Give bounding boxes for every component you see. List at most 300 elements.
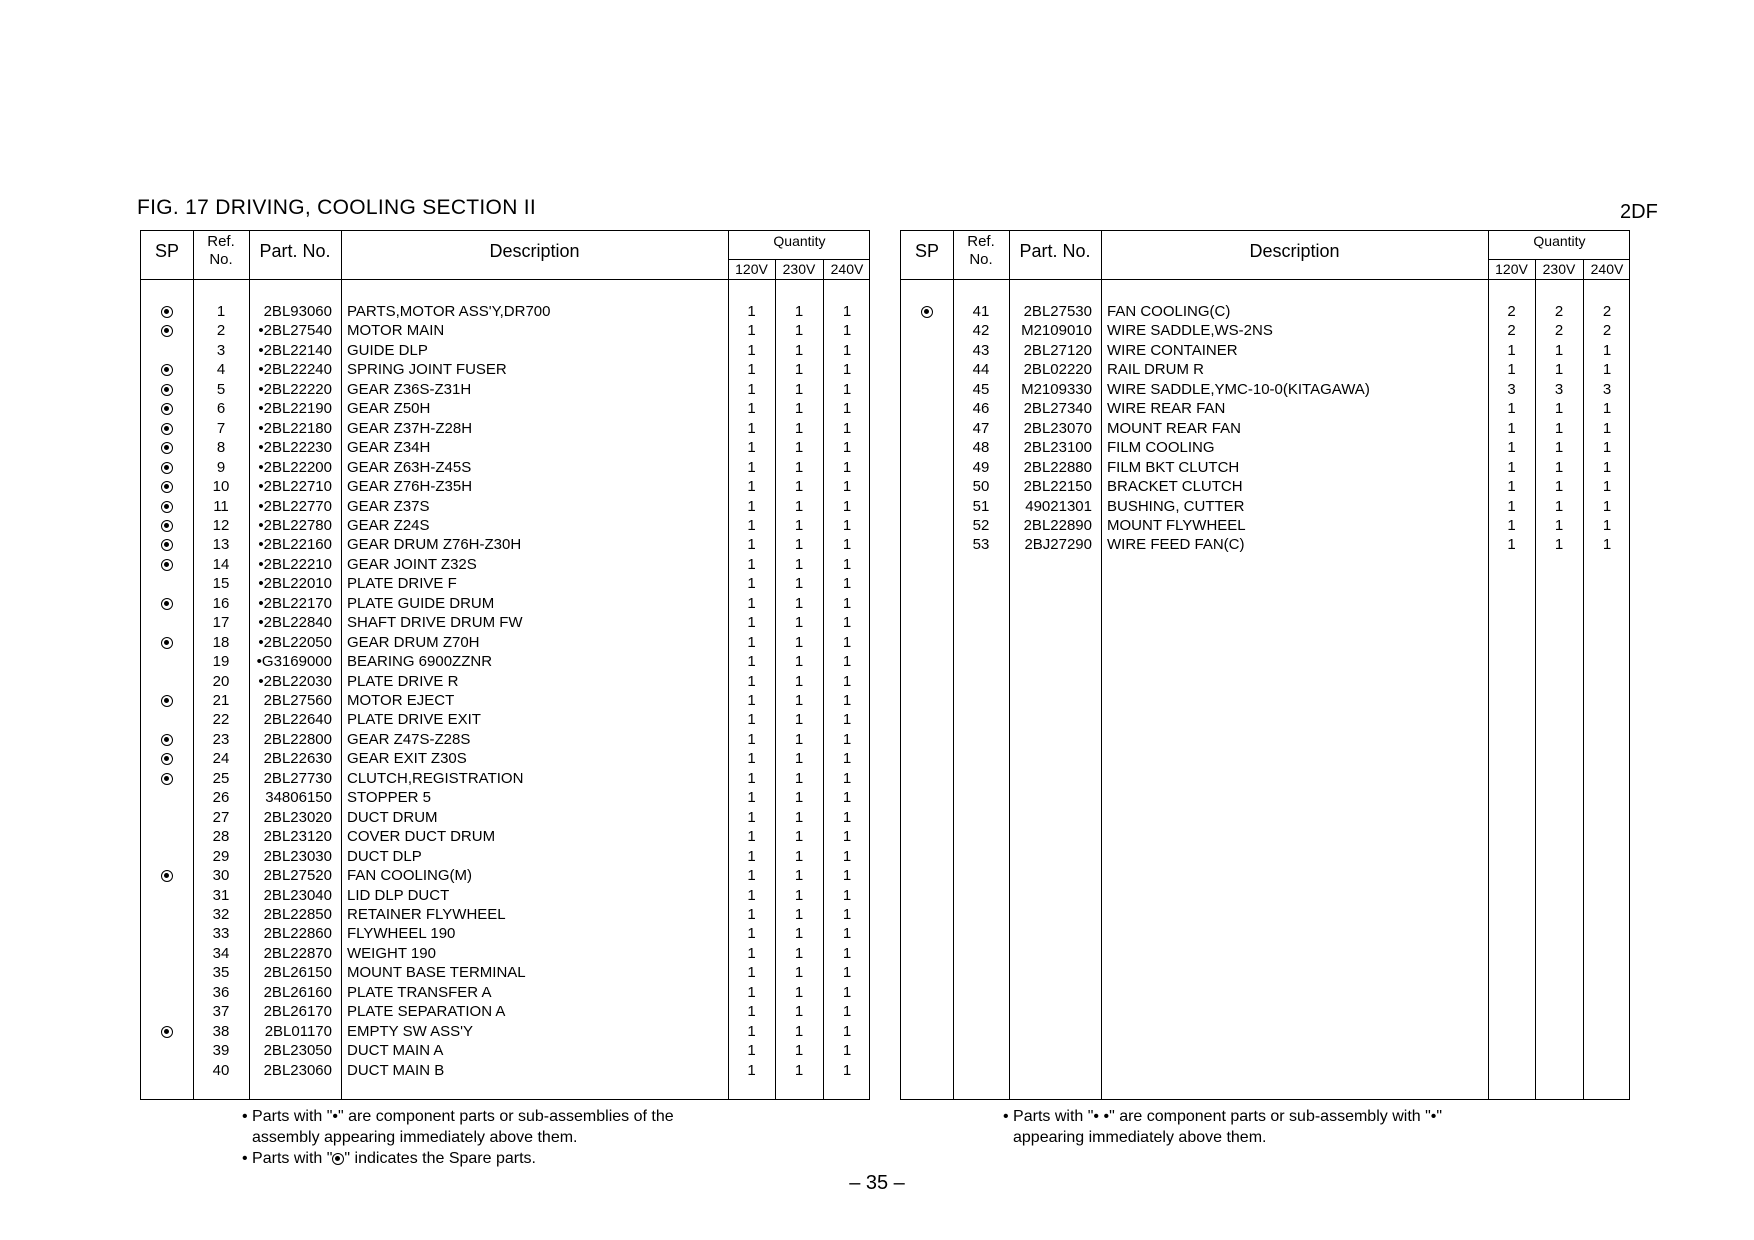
qty-120v-cell: 1 (747, 692, 756, 709)
description-cell: SHAFT DRIVE DRUM FW (347, 614, 523, 632)
description-cell: GEAR Z47S-Z28S (347, 730, 471, 748)
qty-230v-cell: 1 (794, 516, 804, 534)
qty-240v-cell: 1 (842, 905, 852, 923)
qty-120v-cell: 1 (747, 730, 756, 748)
part-no-cell: •2BL22240 (258, 361, 332, 379)
qty-230v-cell: 1 (794, 478, 804, 496)
header-sp: SP (914, 241, 939, 261)
qty-230v-cell: 1 (794, 867, 804, 885)
header-part-no: Part. No. (259, 241, 331, 261)
qty-230v-cell: 1 (794, 828, 804, 846)
ref-no-cell: 32 (212, 905, 230, 923)
part-no-cell: •2BL22210 (258, 555, 332, 573)
ref-no-cell: 45 (972, 380, 990, 398)
qty-240v-cell: 1 (842, 964, 852, 982)
ref-no-cell: 37 (212, 1003, 230, 1021)
ref-no-cell: 22 (212, 711, 230, 729)
table-row (141, 458, 869, 478)
ref-no-cell: 16 (212, 594, 230, 612)
ref-no-cell: 19 (212, 653, 230, 671)
table-row (141, 866, 869, 886)
qty-240v-cell: 1 (1602, 497, 1612, 515)
qty-230v-cell: 3 (1554, 380, 1564, 398)
qty-230v-cell: 1 (1554, 516, 1564, 534)
table-row (141, 691, 869, 711)
description-cell: PLATE DRIVE R (347, 672, 459, 690)
table-row (901, 380, 1629, 400)
table-row (141, 633, 869, 653)
qty-240v-cell: 3 (1602, 380, 1612, 398)
part-no-cell: •2BL22780 (258, 516, 332, 534)
qty-120v-cell: 1 (1507, 400, 1516, 418)
part-no-cell: •2BL22140 (258, 341, 332, 359)
table-row (141, 886, 869, 906)
part-no-cell: 2BL23100 (1023, 439, 1092, 457)
qty-240v-cell: 1 (842, 575, 852, 593)
ref-no-cell: 53 (972, 536, 990, 554)
ref-no-cell: 43 (972, 341, 990, 359)
ref-no-cell: 51 (972, 497, 990, 515)
model-code: 2DF (1620, 201, 1658, 223)
ref-no-cell: 24 (212, 750, 230, 768)
part-no-cell: 2BL23060 (263, 1061, 332, 1079)
table-row (141, 497, 869, 517)
qty-120v-cell: 2 (1507, 303, 1516, 320)
note-spare-post: " indicates the Spare parts. (344, 1150, 536, 1167)
description-cell: RAIL DRUM R (1107, 361, 1204, 379)
description-cell: FAN COOLING(M) (347, 867, 473, 885)
parts-table-left (140, 230, 870, 1100)
part-no-cell: 2BL23030 (263, 847, 332, 865)
qty-230v-cell: 1 (794, 361, 804, 379)
header-sp: SP (154, 241, 179, 261)
qty-240v-cell: 1 (1602, 478, 1612, 496)
qty-230v-cell: 1 (794, 964, 804, 982)
header-description: Description (1249, 241, 1340, 261)
part-no-cell: 2BL23070 (1023, 419, 1092, 437)
part-no-cell: 2BL27340 (1023, 400, 1092, 418)
part-no-cell: 2BL23050 (263, 1042, 332, 1060)
table-row (141, 924, 869, 944)
qty-240v-cell: 1 (1602, 516, 1612, 534)
qty-230v-cell: 1 (794, 808, 804, 826)
qty-230v-cell: 1 (794, 555, 804, 573)
qty-230v-cell: 1 (1554, 458, 1564, 476)
spare-part-circle-icon (161, 870, 173, 882)
ref-no-cell: 3 (216, 341, 226, 359)
part-no-cell: 2BL22880 (1023, 458, 1092, 476)
qty-230v-cell: 1 (794, 789, 804, 807)
sp-cell (141, 866, 193, 886)
qty-240v-cell: 1 (842, 458, 852, 476)
qty-230v-cell: 1 (794, 1061, 804, 1079)
description-cell: SPRING JOINT FUSER (347, 361, 507, 379)
table-row (901, 535, 1629, 555)
description-cell: GEAR DRUM Z76H-Z30H (347, 536, 522, 554)
part-no-cell: 2BL22870 (263, 944, 332, 962)
part-no-cell: 2BL01170 (264, 1022, 332, 1040)
table-row (141, 652, 869, 672)
qty-240v-cell: 1 (842, 380, 852, 398)
qty-240v-cell: 1 (842, 692, 852, 709)
qty-120v-cell: 1 (1507, 458, 1516, 476)
qty-240v-cell: 1 (842, 439, 852, 457)
header-ref: Ref. (207, 233, 235, 250)
spare-part-circle-icon (161, 423, 173, 435)
description-cell: GEAR Z37S (347, 497, 430, 515)
ref-no-cell: 39 (212, 1042, 230, 1060)
qty-240v-cell: 1 (1602, 419, 1612, 437)
qty-230v-cell: 1 (794, 1022, 804, 1040)
sp-cell (141, 769, 193, 789)
part-no-cell: •2BL22200 (258, 458, 332, 476)
ref-no-cell: 1 (216, 303, 226, 320)
qty-230v-cell: 1 (794, 400, 804, 418)
qty-230v-cell: 1 (794, 711, 804, 729)
table-row (901, 321, 1629, 341)
qty-230v-cell: 1 (794, 575, 804, 593)
description-cell: GEAR Z34H (347, 439, 431, 457)
qty-120v-cell: 1 (747, 341, 756, 359)
qty-120v-cell: 1 (747, 808, 756, 826)
qty-120v-cell: 1 (747, 828, 756, 846)
sp-cell (141, 1022, 193, 1042)
description-cell: GEAR DRUM Z70H (347, 633, 480, 651)
spare-part-circle-icon (161, 364, 173, 376)
ref-no-cell: 7 (216, 419, 226, 437)
qty-240v-cell: 1 (842, 730, 852, 748)
sp-cell (901, 302, 953, 322)
description-cell: PLATE GUIDE DRUM (347, 594, 495, 612)
qty-240v-cell: 1 (842, 1042, 852, 1060)
qty-240v-cell: 1 (842, 769, 852, 787)
table-row (141, 360, 869, 380)
table-row (141, 983, 869, 1003)
qty-230v-cell: 1 (1554, 341, 1564, 359)
description-cell: FLYWHEEL 190 (347, 925, 456, 943)
qty-240v-cell: 2 (1602, 322, 1612, 340)
qty-120v-cell: 1 (747, 400, 756, 418)
qty-230v-cell: 1 (1554, 419, 1564, 437)
description-cell: WIRE CONTAINER (1107, 341, 1238, 359)
table-row (141, 672, 869, 692)
description-cell: RETAINER FLYWHEEL (347, 905, 506, 923)
part-no-cell: 2BL22800 (263, 730, 332, 748)
ref-no-cell: 25 (212, 769, 230, 787)
table-row (141, 555, 869, 575)
qty-240v-cell: 1 (842, 808, 852, 826)
figure-title: FIG. 17 DRIVING, COOLING SECTION II (137, 196, 537, 219)
qty-240v-cell: 1 (1602, 458, 1612, 476)
spare-part-circle-icon (161, 539, 173, 551)
ref-no-cell: 23 (212, 730, 230, 748)
description-cell: MOUNT REAR FAN (1107, 419, 1241, 437)
qty-240v-cell: 1 (1602, 536, 1612, 554)
ref-no-cell: 35 (212, 964, 230, 982)
table-row (141, 827, 869, 847)
qty-230v-cell: 1 (794, 614, 804, 632)
qty-230v-cell: 1 (794, 983, 804, 1001)
ref-no-cell: 46 (972, 400, 990, 418)
ref-no-cell: 36 (212, 983, 230, 1001)
table-row (141, 302, 869, 322)
qty-120v-cell: 1 (747, 478, 756, 496)
qty-120v-cell: 1 (1507, 497, 1516, 515)
part-no-cell: 2BJ27290 (1024, 536, 1092, 554)
qty-230v-cell: 1 (794, 1003, 804, 1021)
sp-cell (141, 730, 193, 750)
qty-120v-cell: 1 (747, 361, 756, 379)
part-no-cell: 2BL22890 (1023, 516, 1092, 534)
description-cell: PLATE DRIVE EXIT (347, 711, 481, 729)
spare-part-circle-icon (161, 753, 173, 765)
qty-240v-cell: 1 (1602, 400, 1612, 418)
part-no-cell: 2BL26160 (263, 983, 332, 1001)
header-bottom-rule (901, 279, 1629, 280)
qty-230v-cell: 1 (794, 769, 804, 787)
qty-240v-cell: 1 (842, 361, 852, 379)
header-description: Description (489, 241, 580, 261)
qty-230v-cell: 1 (1554, 439, 1564, 457)
part-no-cell: 2BL26150 (263, 964, 332, 982)
qty-240v-cell: 1 (842, 516, 852, 534)
table-row (141, 710, 869, 730)
note-sub-assembly-cont: appearing immediately above them. (1013, 1129, 1267, 1146)
qty-120v-cell: 1 (747, 944, 756, 962)
part-no-cell: 2BL27520 (263, 867, 332, 885)
qty-120v-cell: 1 (747, 1061, 756, 1079)
table-row (901, 458, 1629, 478)
qty-240v-cell: 1 (842, 886, 852, 904)
description-cell: BUSHING, CUTTER (1107, 497, 1245, 515)
qty-240v-cell: 1 (1602, 341, 1612, 359)
part-no-cell: •2BL22030 (258, 672, 332, 690)
description-cell: MOTOR EJECT (347, 692, 455, 709)
qty-230v-cell: 1 (1554, 400, 1564, 418)
description-cell: PLATE DRIVE F (347, 575, 457, 593)
qty-230v-cell: 1 (794, 925, 804, 943)
qty-120v-cell: 1 (747, 303, 756, 320)
description-cell: DUCT MAIN B (347, 1061, 445, 1079)
sp-cell (141, 497, 193, 517)
spare-part-circle-icon (161, 520, 173, 532)
qty-240v-cell: 1 (1602, 439, 1612, 457)
table-row (141, 769, 869, 789)
qty-230v-cell: 1 (794, 730, 804, 748)
qty-230v-cell: 2 (1554, 303, 1564, 320)
sp-cell (141, 691, 193, 711)
qty-240v-cell: 2 (1602, 303, 1612, 320)
header-ref-no: No. (969, 251, 993, 268)
qty-240v-cell: 1 (842, 1022, 852, 1040)
qty-240v-cell: 1 (842, 303, 852, 320)
ref-no-cell: 41 (972, 303, 990, 320)
table-row (141, 1041, 869, 1061)
header-120v: 120V (1495, 261, 1528, 277)
qty-120v-cell: 1 (1507, 439, 1516, 457)
qty-240v-cell: 1 (842, 867, 852, 885)
parts-table-right (900, 230, 1630, 1100)
part-no-cell: M2109330 (1021, 380, 1092, 398)
table-row (141, 380, 869, 400)
description-cell: WIRE SADDLE,YMC-10-0(KITAGAWA) (1107, 380, 1370, 398)
qty-240v-cell: 1 (842, 828, 852, 846)
part-no-cell: 2BL22630 (263, 750, 332, 768)
qty-230v-cell: 1 (794, 536, 804, 554)
qty-120v-cell: 1 (747, 555, 756, 573)
part-no-cell: •2BL22050 (258, 633, 332, 651)
spare-part-circle-icon (161, 481, 173, 493)
header-quantity: Quantity (1533, 233, 1586, 249)
description-cell: GEAR Z36S-Z31H (347, 380, 472, 398)
header-bottom-rule (141, 279, 869, 280)
qty-240v-cell: 1 (842, 555, 852, 573)
note-component-parts: • Parts with "•" are component parts or sub-assemblies of the (242, 1108, 674, 1125)
qty-120v-cell: 1 (1507, 516, 1516, 534)
description-cell: GEAR Z50H (347, 400, 431, 418)
header-240v: 240V (830, 261, 864, 277)
table-row (141, 749, 869, 769)
ref-no-cell: 49 (972, 458, 990, 476)
qty-120v-cell: 1 (747, 594, 756, 612)
qty-230v-cell: 1 (794, 905, 804, 923)
qty-230v-cell: 1 (794, 341, 804, 359)
description-cell: WIRE REAR FAN (1107, 400, 1226, 418)
ref-no-cell: 42 (972, 322, 990, 340)
qty-120v-cell: 1 (747, 964, 756, 982)
qty-240v-cell: 1 (842, 789, 852, 807)
description-cell: FILM BKT CLUTCH (1107, 458, 1240, 476)
description-cell: WIRE FEED FAN(C) (1107, 536, 1245, 554)
qty-240v-cell: 1 (842, 322, 852, 340)
qty-230v-cell: 1 (794, 458, 804, 476)
qty-120v-cell: 1 (747, 614, 756, 632)
qty-230v-cell: 1 (794, 1042, 804, 1060)
note-spare-parts (242, 1148, 536, 1169)
description-cell: GEAR Z24S (347, 516, 430, 534)
part-no-cell: •2BL22710 (258, 478, 332, 496)
part-no-cell: 2BL22860 (263, 925, 332, 943)
description-cell: DUCT DRUM (347, 808, 438, 826)
part-no-cell: 2BL23040 (263, 886, 332, 904)
table-row (141, 1022, 869, 1042)
table-row (901, 360, 1629, 380)
description-cell: STOPPER 5 (347, 789, 431, 807)
part-no-cell: 49021301 (1025, 497, 1092, 515)
sp-cell (141, 438, 193, 458)
spare-part-circle-icon (161, 773, 173, 785)
sp-cell (141, 458, 193, 478)
ref-no-cell: 31 (212, 886, 230, 904)
table-row (141, 516, 869, 536)
part-no-cell: •2BL22770 (258, 497, 332, 515)
part-no-cell: M2109010 (1021, 322, 1092, 340)
qty-230v-cell: 1 (794, 633, 804, 651)
table-row (141, 1002, 869, 1022)
ref-no-cell: 18 (212, 633, 230, 651)
qty-120v-cell: 1 (1507, 478, 1516, 496)
part-no-cell: 2BL22640 (263, 711, 332, 729)
ref-no-cell: 52 (972, 516, 990, 534)
part-no-cell: •2BL22010 (258, 575, 332, 593)
qty-230v-cell: 1 (794, 303, 804, 320)
qty-240v-cell: 1 (842, 341, 852, 359)
description-cell: WEIGHT 190 (347, 944, 436, 962)
part-no-cell: 34806150 (265, 789, 332, 807)
qty-240v-cell: 1 (842, 614, 852, 632)
sp-cell (141, 399, 193, 419)
sp-cell (141, 516, 193, 536)
spare-part-circle-icon (161, 1026, 173, 1038)
ref-no-cell: 2 (216, 322, 226, 340)
part-no-cell: 2BL27530 (1023, 303, 1092, 320)
qty-240v-cell: 1 (842, 944, 852, 962)
description-cell: GEAR Z37H-Z28H (347, 419, 473, 437)
table-row (901, 302, 1629, 322)
table-row (141, 438, 869, 458)
page-number: – 35 – (849, 1172, 905, 1194)
part-no-cell: •2BL22220 (258, 380, 332, 398)
qty-120v-cell: 1 (1507, 419, 1516, 437)
description-cell: GEAR Z76H-Z35H (347, 478, 473, 496)
qty-240v-cell: 1 (842, 633, 852, 651)
part-no-cell: •2BL22160 (258, 536, 332, 554)
qty-120v-cell: 1 (747, 1042, 756, 1060)
part-no-cell: 2BL23020 (263, 808, 332, 826)
note-sub-assembly: • Parts with "• •" are component parts or sub-assembly with "•" (1003, 1108, 1443, 1125)
table-row (141, 847, 869, 867)
qty-120v-cell: 1 (747, 322, 756, 340)
qty-240v-cell: 1 (842, 711, 852, 729)
table-row (141, 730, 869, 750)
quantity-header-rule (1488, 259, 1629, 260)
qty-120v-cell: 1 (747, 905, 756, 923)
qty-230v-cell: 1 (1554, 361, 1564, 379)
description-cell: DUCT MAIN A (347, 1042, 444, 1060)
qty-230v-cell: 1 (794, 322, 804, 340)
qty-120v-cell: 1 (747, 750, 756, 768)
qty-230v-cell: 1 (1554, 478, 1564, 496)
qty-120v-cell: 2 (1507, 322, 1516, 340)
sp-cell (141, 594, 193, 614)
table-row (141, 477, 869, 497)
part-no-cell: 2BL27730 (263, 769, 332, 787)
part-no-cell: 2BL93060 (263, 303, 332, 320)
ref-no-cell: 50 (972, 478, 990, 496)
ref-no-cell: 30 (212, 867, 230, 885)
qty-240v-cell: 1 (842, 400, 852, 418)
spare-part-circle-icon (161, 403, 173, 415)
header-120v: 120V (735, 261, 768, 277)
description-cell: GEAR Z63H-Z45S (347, 458, 472, 476)
table-row (901, 399, 1629, 419)
description-cell: GEAR JOINT Z32S (347, 555, 477, 573)
qty-240v-cell: 1 (842, 925, 852, 943)
qty-230v-cell: 1 (794, 439, 804, 457)
spare-part-circle-icon (161, 501, 173, 513)
qty-120v-cell: 1 (1507, 341, 1516, 359)
part-no-cell: •2BL22230 (258, 439, 332, 457)
header-230v: 230V (782, 261, 816, 277)
qty-230v-cell: 1 (794, 672, 804, 690)
qty-230v-cell: 2 (1554, 322, 1564, 340)
qty-240v-cell: 1 (842, 497, 852, 515)
qty-240v-cell: 1 (842, 653, 852, 671)
qty-240v-cell: 1 (842, 750, 852, 768)
description-cell: DUCT DLP (347, 847, 422, 865)
ref-no-cell: 27 (212, 808, 230, 826)
spare-part-circle-icon (161, 695, 173, 707)
